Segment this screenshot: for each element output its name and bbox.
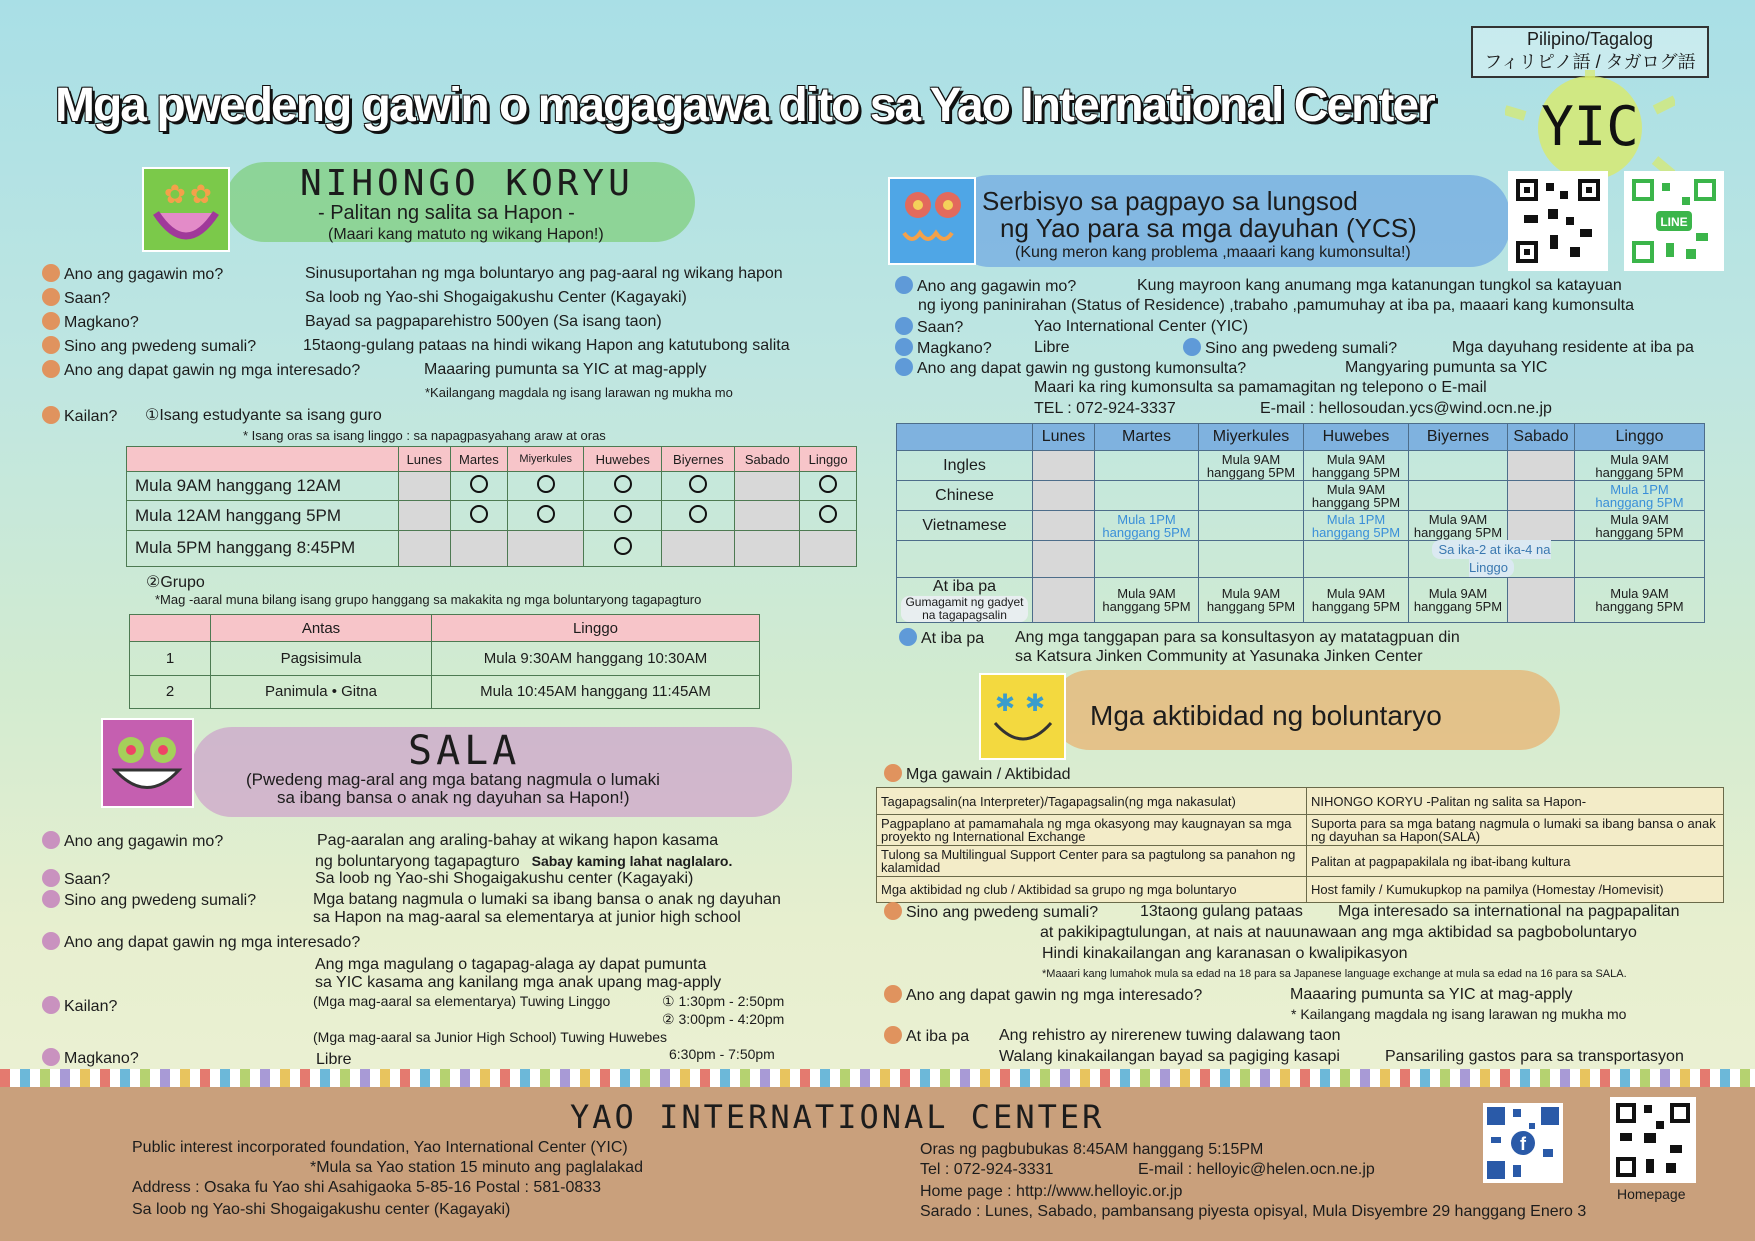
ycs-qr-code-icon[interactable] [1508,171,1608,271]
group-num: 1 [130,642,211,676]
day-header: Miyerkules [1199,424,1304,451]
ycs-other-b: sa Katsura Jinken Community at Yasunaka Jinken Center [1015,648,1423,665]
sala-a4b: sa YIC kasama ang kanilang mga anak upang mag-apply [315,974,722,991]
ycs-q1 [895,276,1076,297]
vol-a1b: Mga interesado sa international na pagpapalitan [1338,903,1680,920]
available-mark [537,475,555,493]
bullet-icon [42,932,60,950]
time-from: Mula 1PM [1610,481,1669,497]
question: Kailan? [64,998,118,1015]
time-to: hanggang 5PM [1311,599,1401,614]
footer-line-1: Public interest incorporated foundation, Yao International Center (YIC) [132,1139,628,1156]
table-corner [127,447,399,472]
question: Magkano? [64,314,139,331]
vol-a3: Ang rehistro ay nirerenew tuwing dalawang taon [999,1027,1341,1044]
sala-title: SALA [408,728,521,774]
page-title: Mga pwedeng gawin o magagawa dito sa Yao International Center [55,79,1434,132]
day-header: Lunes [399,447,451,472]
time-to: hanggang 5PM [1102,524,1191,540]
ycs-sunday-note: Sa ika-2 at ika-4 na Linggo [1432,540,1550,577]
nk-answer-1: Sa loob ng Yao-shi Shogaigakushu Center (Kagayaki) [305,289,687,306]
bullet-icon [42,288,60,306]
bullet-icon [895,338,913,356]
answer: ng boluntaryong tagapagturo [315,853,520,870]
nk-schedule-table [126,446,857,567]
activity: Pagpaplano at pamamahala ng mga okasyong may kaugnayan sa mga proyekto ng International Exchange [877,815,1307,846]
group-level: Pagsisimula [211,642,432,676]
day-header: Martes [450,447,508,472]
time-from: Mula 9AM [1428,586,1488,601]
ycs-other-a: Ang mga tanggapan para sa konsultasyon ay matatagpuan din [1015,629,1460,646]
ycs-q3 [895,338,992,359]
sala-smiley-icon [101,718,194,808]
svg-text:✱: ✱ [1025,690,1046,717]
facebook-qr-code-icon[interactable] [1483,1103,1563,1183]
ycs-q5 [895,358,1246,379]
ycs-q4 [1183,338,1397,359]
question: Ano ang gagawin mo? [917,278,1077,295]
sala-a3: Mga batang nagmula o lumaki sa ibang bansa o anak ng dayuhan [313,891,781,908]
ycs-a4: Mga dayuhang residente at iba pa [1452,339,1694,356]
bullet-icon [42,869,60,887]
activity: NIHONGO KORYU -Palitan ng salita sa Hapon- [1307,788,1724,815]
question: Saan? [917,319,964,336]
vol-a3c: Pansariling gastos para sa transportasyon [1385,1048,1684,1065]
day-header: Huwebes [584,447,662,472]
question: Magkano? [917,340,992,357]
ycs-title-2: ng Yao para sa mga dayuhan (YCS) [1000,213,1417,243]
available-mark [689,505,707,523]
nk-row-2 [42,312,139,333]
nk-subtitle: - Palitan ng salita sa Hapon - [318,202,575,224]
time-from: Mula 1PM [1326,511,1386,527]
question: Magkano? [64,1050,139,1067]
answer-extra: Sabay kaming lahat naglalaro. [531,853,733,869]
question: Ano ang gagawin mo? [64,833,224,850]
question: At iba pa [921,630,985,647]
slot-label: Mula 9AM hanggang 12AM [127,472,399,501]
footer-line-4: Sa loob ng Yao-shi Shogaigakushu center (Kagayaki) [132,1201,511,1218]
sala-a2: Sa loob ng Yao-shi Shogaigakushu center (Kagayaki) [315,870,694,887]
time-from: Mula 9AM [1221,451,1281,467]
vol-q1 [884,902,1098,923]
footer-tel: Tel : 072-924-3331 [920,1161,1054,1178]
time-from: Mula 9AM [1117,586,1176,601]
vol-a2: Maaaring pumunta sa YIC at mag-apply [1290,986,1573,1003]
nk-row-0 [42,264,223,285]
bullet-icon [884,985,902,1003]
line-qr-code-icon[interactable] [1624,171,1724,271]
footer-address: Address : Osaka fu Yao shi Asahigaoka 5-85-16 Postal : 581-0833 [132,1179,602,1196]
language-label-1: Pilipino/Tagalog [1526,29,1654,49]
sala-q6 [42,1048,139,1069]
available-mark [614,537,632,555]
sala-elem-time-2: ② 3:00pm - 4:20pm [662,1011,785,1027]
level-header: Antas [211,615,432,642]
ycs-a3: Libre [1034,339,1070,356]
nk-row-1 [42,288,110,309]
available-mark [689,475,707,493]
bullet-icon [42,890,60,908]
table-corner [130,615,211,642]
nk-photo-note: *Kailangang magdala ng isang larawan ng mukha mo [425,385,733,400]
ycs-subtitle: (Kung meron kang problema ,maaari kang kumonsulta!) [1015,244,1411,261]
bullet-icon [884,1026,902,1044]
yic-sun-logo [1505,70,1675,180]
homepage-qr-code-icon[interactable] [1610,1097,1696,1183]
ycs-title-1: Serbisyo sa pagpayo sa lungsod [982,186,1358,216]
lang-label: Chinese [897,481,1033,511]
ycs-a5b: Maari ka ring kumonsulta sa pamamagitan ng telepono o E-mail [1034,379,1487,396]
question: Ano ang dapat gawin ng gustong kumonsulta? [917,360,1247,377]
activity: Palitan at pagpapakilala ng ibat-ibang kultura [1307,846,1724,877]
bullet-icon [895,358,913,376]
bullet-icon [899,628,917,646]
question: Kailan? [64,408,118,425]
footer-org-name: YAO INTERNATIONAL CENTER [570,1098,1105,1136]
ycs-other [899,628,984,649]
ycs-smiley-icon [888,177,976,265]
sala-elem-time-1: ① 1:30pm - 2:50pm [662,993,785,1009]
nk-row-4 [42,360,360,381]
bullet-icon [42,406,60,424]
line-label: LINE [1660,215,1688,229]
vol-a3b: Walang kinakailangan bayad sa pagiging kasapi [999,1048,1340,1065]
nk-row-3 [42,336,256,357]
group-time: Mula 9:30AM hanggang 10:30AM [432,642,760,676]
sala-a6: Libre [316,1051,352,1068]
time-from: Mula 9AM [1326,586,1386,601]
vol-q2 [884,985,1202,1006]
svg-text:✿: ✿ [164,179,186,209]
time-to: hanggang 5PM [1206,464,1296,480]
available-mark [819,505,837,523]
question: Saan? [64,290,111,307]
nk-title: NIHONGO KORYU [300,163,634,204]
time-from: Mula 9AM [1221,586,1281,601]
activity: Tagapagsalin(na Interpreter)/Tagapagsalin(ng mga nakasulat) [877,788,1307,815]
time-to: hanggang 5PM [1311,464,1401,480]
question: Ano ang dapat gawin ng mga interesado? [64,934,361,951]
bullet-icon [42,996,60,1014]
time-to: hanggang 5PM [1413,599,1503,614]
sala-a1: Pag-aaralan ang araling-bahay at wikang hapon kasama [317,832,719,849]
available-mark [614,505,632,523]
bullet-icon [884,764,902,782]
time-to: hanggang 5PM [1206,599,1296,614]
footer-email: E-mail : helloyic@helen.ocn.ne.jp [1138,1161,1375,1178]
sala-jhs: (Mga mag-aaral sa Junior High School) Tuwing Huwebes [313,1029,668,1045]
vol-activities-table [876,787,1724,903]
lang-label: Vietnamese [897,511,1033,541]
day-header: Linggo [1575,424,1705,451]
sala-q3 [42,890,256,911]
time-to: hanggang 5PM [1311,524,1401,540]
svg-text:✿: ✿ [190,179,212,209]
time-to: hanggang 5PM [1413,524,1503,540]
question: Sino ang pwedeng sumali? [64,338,257,355]
sunday-header: Linggo [432,615,760,642]
question: Sino ang pwedeng sumali? [64,892,257,909]
bullet-icon [884,902,902,920]
day-header: Sabado [735,447,800,472]
ycs-email: E-mail : hellosoudan.ycs@wind.ocn.ne.jp [1260,400,1552,417]
nk-grupo: ②Grupo [146,574,205,591]
time-from: Mula 9AM [1610,511,1669,527]
sala-subtitle-2: sa ibang bansa o anak ng dayuhan sa Hapon!) [277,788,630,807]
vol-title: Mga aktibidad ng boluntaryo [1090,700,1442,731]
group-num: 2 [130,675,211,709]
ycs-gadget-note: Gumagamit ng gadyet na tagapagsalin [901,596,1028,622]
time-to: hanggang 5PM [1595,599,1684,614]
question: Sino ang pwedeng sumali? [906,904,1099,921]
footer-hours: Oras ng pagbubukas 8:45AM hanggang 5:15PM [920,1141,1264,1158]
nk-group-table [129,614,760,709]
sala-jhs-time: 6:30pm - 7:50pm [669,1046,775,1062]
lang-label: At iba pa [932,578,997,595]
question: Ano ang dapat gawin ng mga interesado? [64,362,361,379]
vol-q3 [884,1026,969,1047]
time-from: Mula 9AM [1428,511,1488,527]
day-header: Miyerkules [508,447,584,472]
bullet-icon [42,831,60,849]
day-header: Martes [1095,424,1199,451]
available-mark [819,475,837,493]
ycs-a5: Mangyaring pumunta sa YIC [1345,359,1548,376]
bullet-icon [42,1048,60,1066]
time-from: Mula 1PM [1117,511,1176,527]
ycs-tel: TEL : 072-924-3337 [1034,400,1176,417]
day-header: Sabado [1508,424,1575,451]
bullet-icon [42,312,60,330]
vol-a1e: *Maaari kang lumahok mula sa edad na 18 para sa Japanese language exchange at mula sa edad na 16 para sa SALA. [1042,968,1627,980]
ycs-a2: Yao International Center (YIC) [1034,318,1249,335]
sala-elem: (Mga mag-aaral sa elementarya) Tuwing Linggo [313,993,611,1009]
question: Saan? [64,871,111,888]
time-from: Mula 9AM [1610,586,1669,601]
vol-a2b: * Kailangang magdala ng isang larawan ng mukha mo [1291,1006,1627,1022]
sala-q2 [42,869,110,890]
day-header: Biyernes [662,447,735,472]
ycs-q2 [895,317,963,338]
table-corner [897,424,1033,451]
sala-q5 [42,996,117,1017]
sala-a4: Ang mga magulang o tagapag-alaga ay dapat pumunta [315,956,707,973]
activity: Host family / Kumukupkop na pamilya (Homestay /Homevisit) [1307,877,1724,903]
nk-k1: ①Isang estudyante sa isang guro [145,407,382,424]
footer-homepage[interactable]: Home page : http://www.helloyic.or.jp [920,1183,1183,1200]
nk-k1-note: * Isang oras sa isang linggo : sa napagpasyahang araw at oras [243,428,606,443]
day-header: Huwebes [1304,424,1409,451]
ycs-language-table [896,423,1705,623]
available-mark [537,505,555,523]
day-header: Lunes [1033,424,1095,451]
time-to: hanggang 5PM [1595,464,1684,480]
vol-a1c: at pakikipagtulungan, at nais at nauunawaan ang mga aktibidad sa pagboboluntaryo [1040,924,1637,941]
time-from: Mula 9AM [1326,451,1386,467]
footer-line-2: *Mula sa Yao station 15 minuto ang paglalakad [310,1159,643,1176]
nk-subtitle-2: (Maari kang matuto ng wikang Hapon!) [328,226,604,243]
svg-text:✱: ✱ [995,690,1016,717]
nk-smiley-icon [142,167,230,252]
slot-label: Mula 5PM hanggang 8:45PM [127,530,399,566]
bullet-icon [895,317,913,335]
nk-kailan [42,406,117,427]
activity: Suporta para sa mga batang nagmula o lumaki sa ibang bansa o anak ng dayuhan sa Hapon(SALA) [1307,815,1724,846]
footer-closed: Sarado : Lunes, Sabado, pambansang piyesta opisyal, Mula Disyembre 29 hanggang Enero 3 [920,1203,1587,1220]
language-label-2: フィリピノ語 / タガログ語 [1484,52,1696,72]
sala-q4 [42,932,360,953]
day-header: Linggo [800,447,857,472]
bullet-icon [42,264,60,282]
available-mark [470,475,488,493]
group-level: Panimula • Gitna [211,675,432,709]
ycs-a1: Kung mayroon kang anumang mga katanungan tungkol sa katayuan [1137,277,1622,294]
sala-subtitle: (Pwedeng mag-aral ang mga batang nagmula o lumaki [246,770,660,789]
nk-grupo-note: *Mag -aaral muna bilang isang grupo hanggang sa makakita ng mga boluntaryong tagapagturo [155,592,702,607]
question: Ano ang gagawin mo? [64,266,224,283]
time-from: Mula 9AM [1610,451,1669,467]
homepage-qr-label: Homepage [1617,1186,1686,1202]
group-time: Mula 10:45AM hanggang 11:45AM [432,675,760,709]
bullet-icon [42,360,60,378]
available-mark [470,505,488,523]
vol-smiley-icon [979,673,1066,760]
question: Ano ang dapat gawin ng mga interesado? [906,987,1203,1004]
question: Mga gawain / Aktibidad [906,766,1071,783]
vol-a1: 13taong gulang pataas [1140,903,1303,920]
nk-answer-3: 15taong-gulang pataas na hindi wikang Hapon ang katutubong salita [303,337,790,354]
available-mark [614,475,632,493]
yic-logo-text: YIC [1541,95,1639,158]
ycs-a1b: ng iyong paninirahan (Status of Residence) ,trabaho ,pamumuhay at iba pa, maaari kang kumonsulta [918,297,1634,314]
vol-heading [884,764,1071,785]
time-to: hanggang 5PM [1102,599,1191,614]
bullet-icon [895,276,913,294]
time-to: hanggang 5PM [1595,524,1684,540]
nk-answer-2: Bayad sa pagpaparehistro 500yen (Sa isang taon) [305,313,662,330]
time-to: hanggang 5PM [1311,494,1401,510]
decorative-stripe [0,1069,1755,1087]
activity: Tulong sa Multilingual Support Center para sa pagtulong sa panahon ng kalamidad [877,846,1307,877]
sala-a3b: sa Hapon na mag-aaral sa elementarya at junior high school [313,909,741,926]
time-to: hanggang 5PM [1595,494,1684,510]
nk-answer-0: Sinusuportahan ng mga boluntaryo ang pag-aaral ng wikang hapon [305,265,783,282]
slot-label: Mula 12AM hanggang 5PM [127,501,399,530]
lang-label: Ingles [897,451,1033,481]
question: Sino ang pwedeng sumali? [1205,340,1398,357]
svg-text:f: f [1520,1134,1526,1154]
sala-q1 [42,831,223,852]
question: At iba pa [906,1028,970,1045]
bullet-icon [1183,338,1201,356]
day-header: Biyernes [1409,424,1508,451]
time-from: Mula 9AM [1326,481,1386,497]
vol-a1d: Hindi kinakailangan ang karanasan o kwalipikasyon [1042,945,1408,962]
activity: Mga aktibidad ng club / Aktibidad sa grupo ng mga boluntaryo [877,877,1307,903]
nk-answer-4: Maaaring pumunta sa YIC at mag-apply [424,361,707,378]
bullet-icon [42,336,60,354]
